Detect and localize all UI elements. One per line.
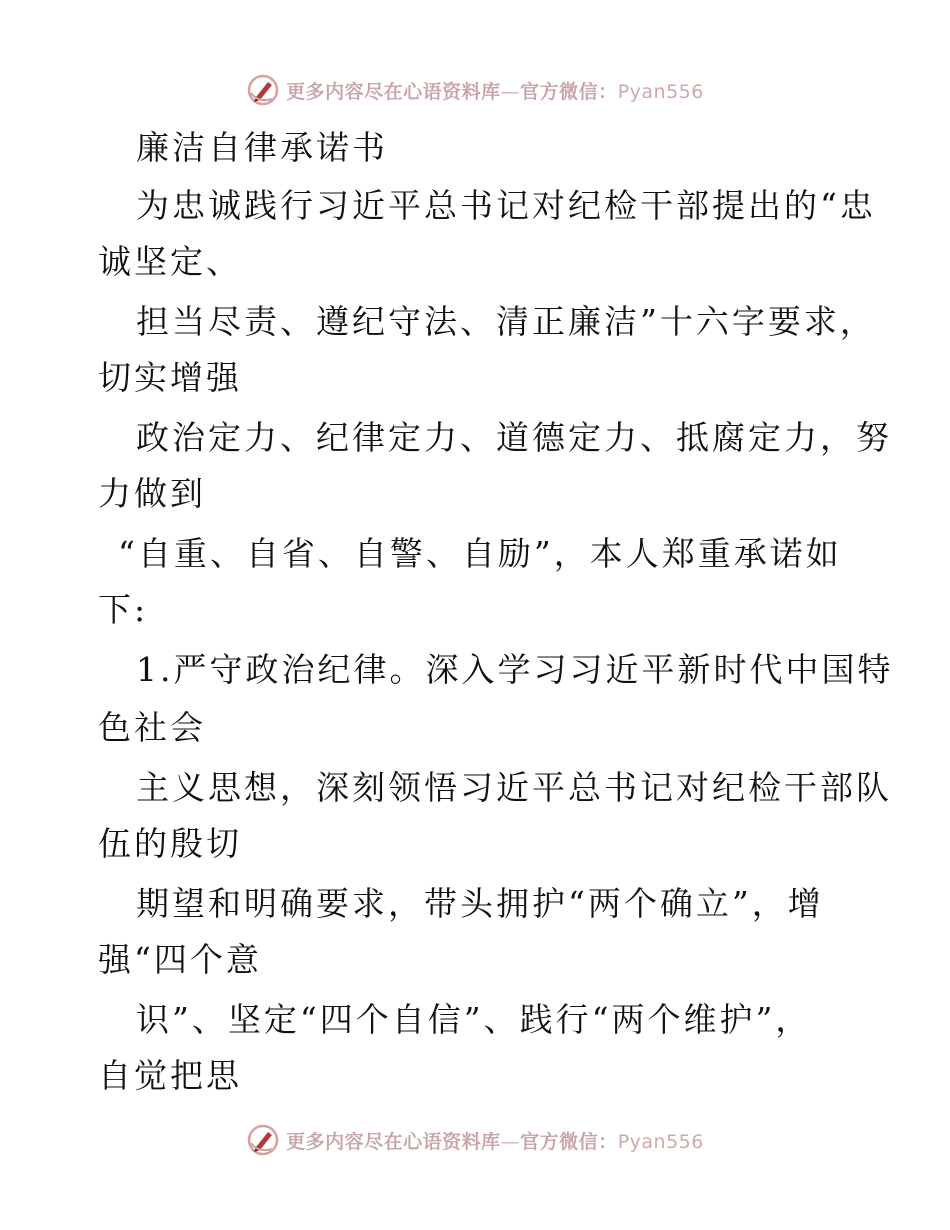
text-line: 自觉把思	[98, 1056, 242, 1095]
header-watermark	[0, 70, 950, 110]
text-line: 识”、坚定“四个自信”、践行“两个维护”，	[136, 1000, 812, 1039]
text-line: 色社会	[98, 708, 206, 747]
text-line: 1.严守政治纪律。深入学习习近平新时代中国特	[136, 650, 894, 689]
text-line: 下:	[98, 590, 149, 629]
watermark-account: Pyan556	[617, 80, 704, 103]
watermark-separator: —	[500, 1130, 521, 1153]
watermark-group	[246, 73, 704, 107]
text-line: 期望和明确要求，带头拥护“两个确立”，增	[136, 884, 824, 923]
text-line: 强“四个意	[98, 940, 262, 979]
text-line: 诚坚定、	[98, 242, 242, 281]
watermark-account: Pyan556	[617, 1130, 704, 1153]
watermark-separator: —	[500, 80, 521, 103]
document-title: 廉洁自律承诺书	[136, 128, 388, 167]
watermark-group	[246, 1123, 704, 1157]
text-line: 切实增强	[98, 358, 242, 397]
text-line: 政治定力、纪律定力、道德定力、抵腐定力，努	[136, 418, 892, 457]
watermark-right-text: 官方微信：	[520, 80, 618, 103]
text-line: 为忠诚践行习近平总书记对纪检干部提出的“忠	[136, 186, 876, 225]
watermark-left-text: 更多内容尽在心语资料库	[286, 1130, 501, 1153]
watermark-left-text: 更多内容尽在心语资料库	[286, 80, 501, 103]
pen-logo-icon	[246, 1123, 280, 1157]
pen-logo-icon	[246, 73, 280, 107]
watermark-right-text: 官方微信：	[520, 1130, 618, 1153]
text-line: 力做到	[98, 474, 206, 513]
text-line: 伍的殷切	[98, 824, 242, 863]
footer-watermark	[0, 1120, 950, 1160]
text-line: 主义思想，深刻领悟习近平总书记对纪检干部队	[136, 768, 892, 807]
text-line: 担当尽责、遵纪守法、清正廉洁”十六字要求，	[136, 302, 876, 341]
text-line: “自重、自省、自警、自励”，本人郑重承诺如	[118, 534, 842, 573]
